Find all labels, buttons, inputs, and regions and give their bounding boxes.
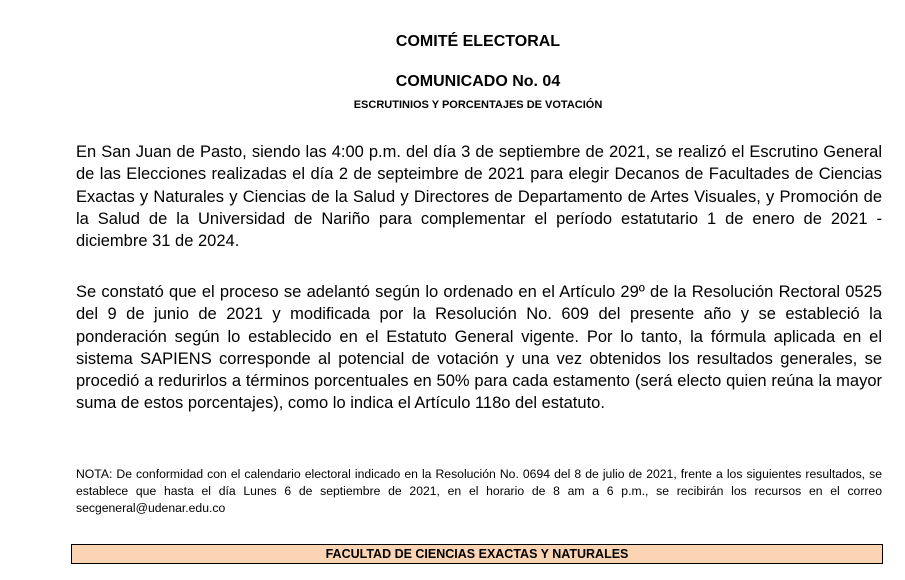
nota-recursos: [76, 466, 882, 517]
paragraph-procedimiento: Se constató que el proceso se adelantó según lo ordenado en el Artículo 29º de la Resolución Rectoral 0525 del 9 de junio de 2021 y modificada por la Resolución No. 609 del presente año y se estableció la ponderación según lo establecido en el Estatuto General vigente. Por lo tanto, la fórmula aplicada en el sistema SAPIENS corresponde al potencial de votación y una vez obtenidos los resultados generales, se procedió a redurirlos a términos porcentuales en 50% para cada estamento (será electo quien reúna la mayor suma de estos porcentajes), como lo indica el Artículo 118o del estatuto.: [76, 283, 882, 413]
committee-title: COMITÉ ELECTORAL: [395, 33, 561, 50]
comunicado-subtitle: ESCRUTINIOS Y PORCENTAJES DE VOTACIÓN: [353, 99, 603, 111]
section-banner: [71, 544, 883, 564]
email-link[interactable]: secgeneral@udenar.edu.co: [76, 501, 226, 515]
comunicado-title: COMUNICADO No. 04: [395, 73, 561, 90]
paragraph-escrutinio: En San Juan de Pasto, siendo las 4:00 p.m. del día 3 de septiembre de 2021, se realizó el Escrutino General de las Elecciones realizadas el día 2 de septeimbre de 2021 para elegir Decanos de Facultades de Ciencias Exactas y Naturales y Ciencias de la Salud y Directores de Departamento de Artes Visuales, y Promoción de la Salud de la Universidad de Nariño para complementar el período estatutario 1 de enero de 2021 - diciembre 31 de 2024.: [76, 143, 882, 251]
section-title: FACULTAD DE CIENCIAS EXACTAS Y NATURALES: [325, 547, 629, 561]
nota-text: NOTA: De conformidad con el calendario electoral indicado en la Resolución No. 0694 del 8 de julio de 2021, frente a los siguientes resultados, se establece que hasta el día Lunes 6 de septiembre de 2021, en el horario de 8 am a 6 p.m., se recibirán los recursos en el correo: [76, 467, 882, 498]
